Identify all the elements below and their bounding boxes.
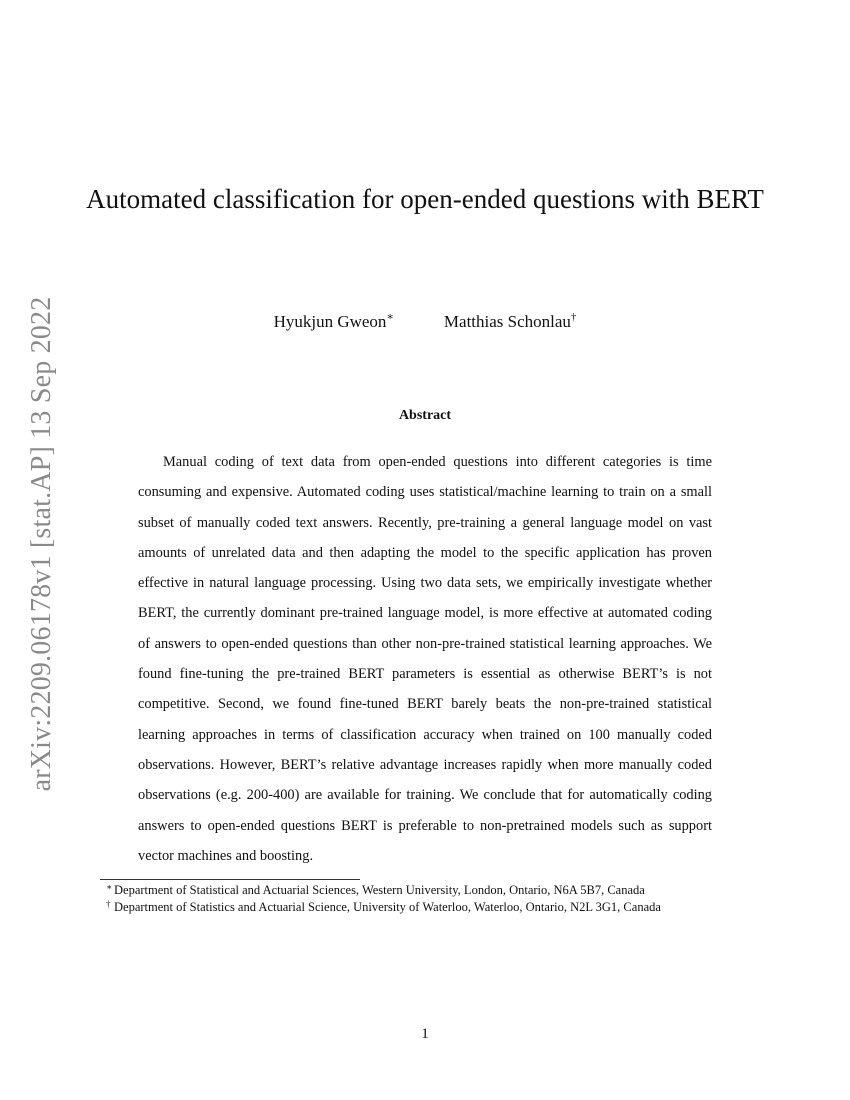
abstract-body: Manual coding of text data from open-ended questions into different categories is time consuming and expensive. Automated coding uses statistical/machine learning to train on a small subset of manually coded text answers. Recently, pre-training a general language model on vast amounts of unrelated data and then adapting the model to the specific application has proven effective in natural language processing. Using two data sets, we empirically investigate whether BERT, the currently dominant pre-trained language model, is more effective at automated coding of answers to open-ended questions than other non-pre-trained statistical learning approaches. We found fine-tuning the pre-trained BERT parameters is essential as otherwise BERT’s is not competitive. Second, we found fine-tuned BERT barely beats the non-pre-trained statistical learning approaches in terms of classification accuracy when trained on 100 manually coded observations. However, BERT’s relative advantage increases rapidly when more manually coded observations (e.g. 200-400) are available for training. We conclude that for automatically coding answers to open-ended questions BERT is preferable to non-pretrained models such as support vector machines and boosting. (138, 454, 712, 864)
author-2 (444, 312, 577, 332)
author-1 (274, 312, 394, 332)
author-name: Hyukjun Gweon (273, 312, 387, 331)
footnote-1 (106, 882, 794, 899)
abstract-heading: Abstract (398, 408, 452, 423)
author-name: Matthias Schonlau (443, 312, 571, 331)
author-affiliation-mark: † (570, 311, 577, 323)
arxiv-identifier-text: arXiv:2209.06178v1 [stat.AP] 13 Sep 2022 (26, 296, 57, 792)
footnote-text: Department of Statistical and Actuarial Sciences, Western University, London, Ontario, N6A 5B7, Canada (114, 883, 645, 897)
footnote-divider (100, 879, 360, 880)
page-number: 1 (421, 1026, 429, 1042)
footnote-mark: † (106, 899, 111, 909)
paper-title: Automated classification for open-ended questions with BERT (86, 184, 764, 214)
footnote-text: Department of Statistics and Actuarial Science, University of Waterloo, Waterloo, Ontario, N2L 3G1, Canada (114, 900, 661, 914)
author-affiliation-mark: ∗ (386, 311, 394, 323)
footnote-mark: ∗ (106, 882, 113, 892)
author-list (0, 312, 850, 332)
footnote-2 (106, 899, 794, 916)
footnotes (106, 882, 794, 916)
